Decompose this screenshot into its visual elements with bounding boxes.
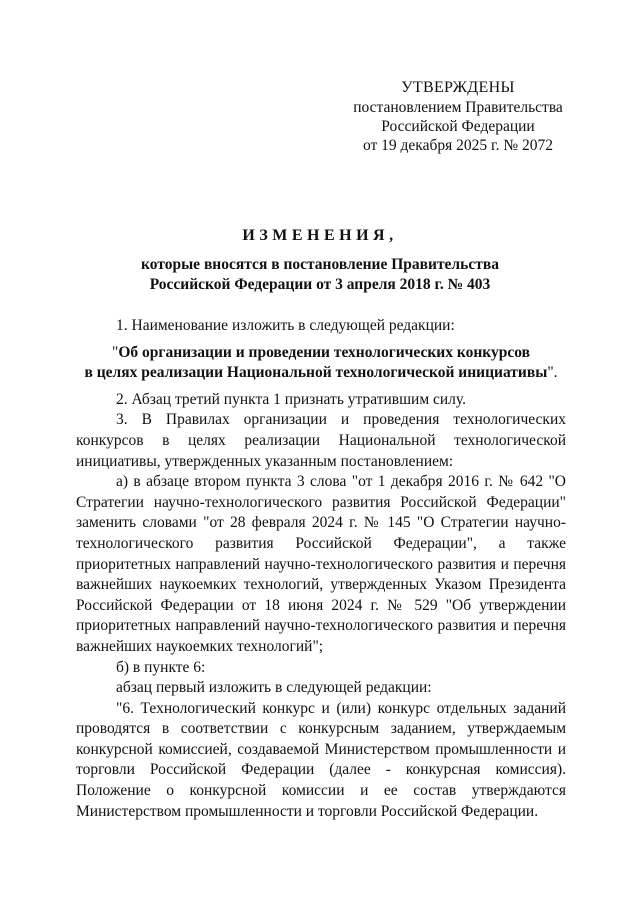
quoted-title-line-1: Об организации и проведении технологических конкурсов — [118, 343, 530, 361]
paragraph-1: 1. Наименование изложить в следующей редакции: — [116, 317, 455, 334]
quoted-title-line-2: в целях реализации Национальной технологической инициативы — [84, 364, 548, 382]
document-body — [76, 316, 566, 822]
paragraph-3a: а) в абзаце втором пункта 3 слова "от 1 декабря 2016 г. № 642 "О Стратегии научно-технологического развития Российской Федерации" заменить словами "от 28 февраля 2024 г. № 145 "О Стратегии научно-технологического развития Российской Федерации", а также приоритетных направлений научно-технологического развития и перечня важнейших наукоемких технологий, утвержденных Указом Президента Российской Федерации от 18 июня 2024 г. № 529 "Об утверждении приоритетных направлений научно-технологического развития и перечня важнейших наукоемких технологий"; — [76, 473, 566, 655]
document-title: ИЗМЕНЕНИЯ, — [242, 227, 398, 244]
approval-stamp — [330, 78, 586, 155]
quote-close: ". — [547, 364, 558, 382]
subtitle-line-1: которые вносятся в постановление Правительства — [141, 256, 499, 273]
quote-open: " — [112, 343, 119, 361]
paragraph-3b-1: абзац первый изложить в следующей редакции: — [116, 679, 432, 697]
paragraph-3: 3. В Правилах организации и проведения технологических конкурсов в целях реализации Национальной технологической инициативы, утвержденных указанным постановлением: — [76, 411, 566, 470]
paragraph-2: 2. Абзац третий пункта 1 признать утратившим силу. — [116, 390, 466, 408]
approval-line-2: Российской Федерации — [381, 118, 535, 135]
approval-heading: УТВЕРЖДЕНЫ — [401, 79, 515, 96]
quoted-title — [76, 343, 566, 384]
paragraph-3b: б) в пункте 6: — [116, 658, 206, 676]
subtitle-line-2: Российской Федерации от 3 апреля 2018 г. № 403 — [149, 275, 491, 293]
document-title-block — [60, 226, 580, 294]
approval-line-3: от 19 декабря 2025 г. № 2072 — [362, 137, 554, 154]
approval-line-1: постановлением Правительства — [353, 99, 563, 116]
paragraph-6: "6. Технологический конкурс и (или) конкурс отдельных заданий проводятся в соответствии с конкурсным заданием, утверждаемым конкурсной комиссией, создаваемой Министерством промышленности и торговли Российской Федерации (далее - конкурсная комиссия). Положение о конкурсной комиссии и ее состав утверждаются Министерством промышленности и торговли Российской Федерации. — [76, 699, 566, 820]
document-subtitle — [60, 255, 580, 294]
